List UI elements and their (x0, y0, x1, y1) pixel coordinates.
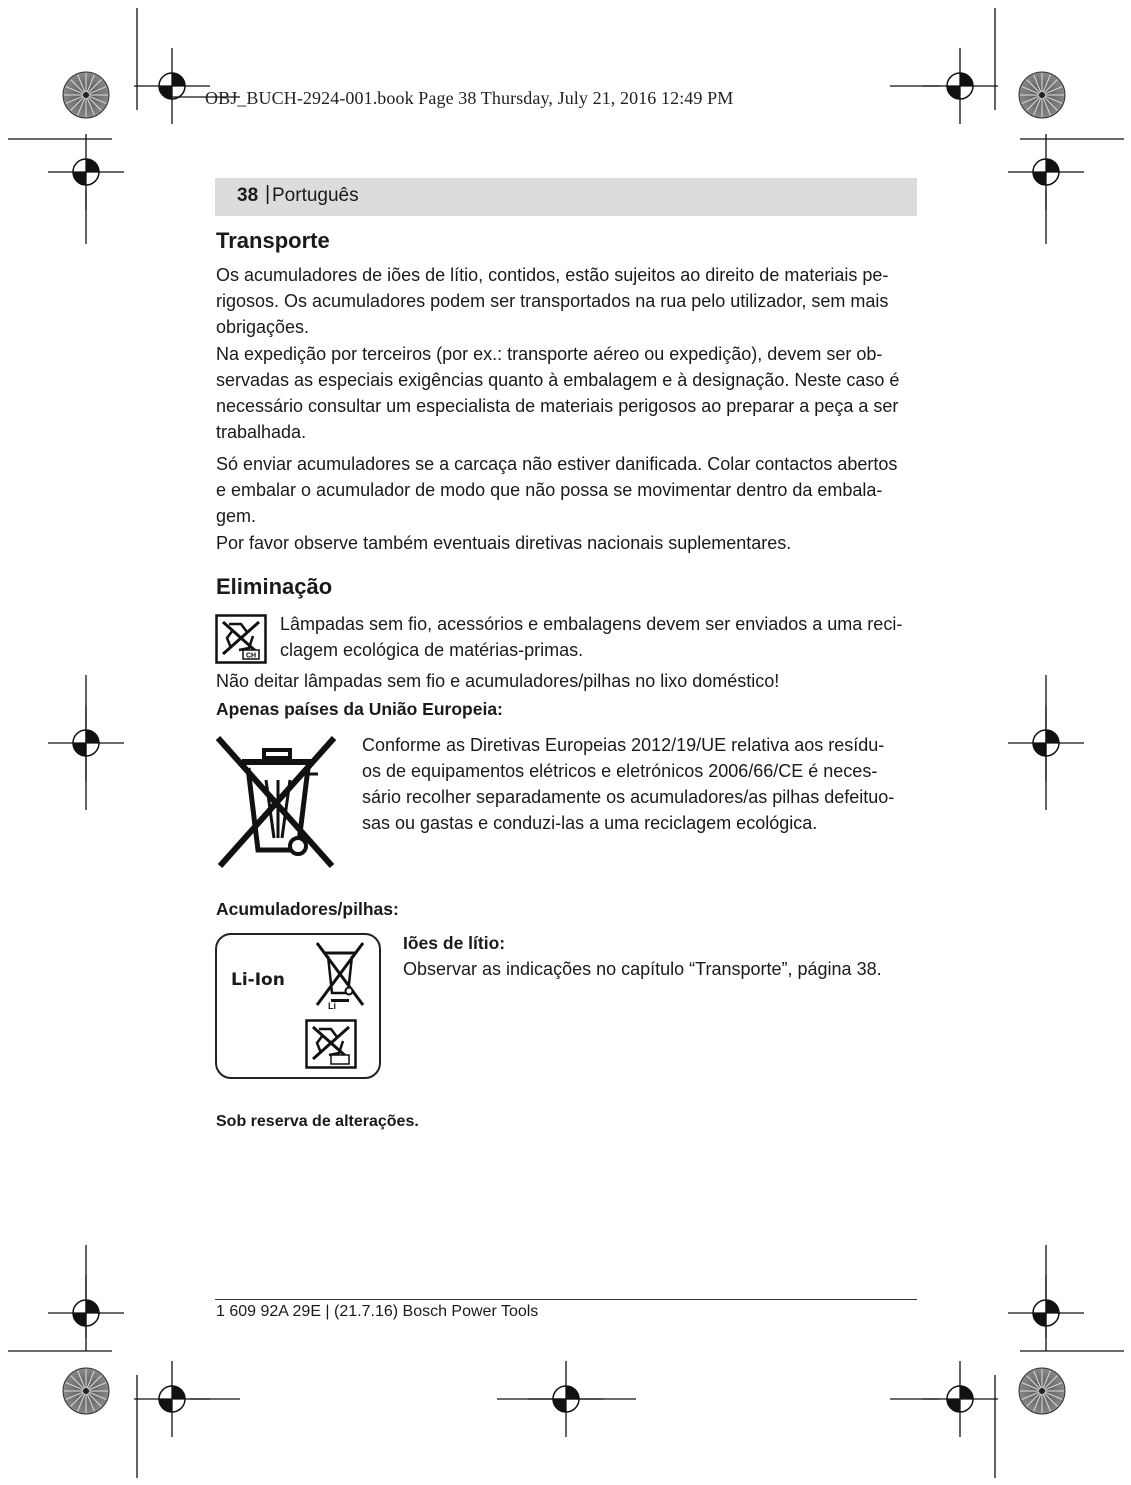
paragraph-recycling (280, 611, 920, 663)
section-heading-transporte: Transporte (216, 228, 330, 253)
text-line: Só enviar acumuladores se a carcaça não estiver danificada. Colar contactos abertos (216, 454, 898, 474)
header-separator: | (265, 183, 271, 205)
text-line: sário recolher separadamente os acumuladores/as pilhas defeituo- (362, 787, 895, 807)
text-line: Lâmpadas sem fio, acessórios e embalagens devem ser enviados a uma reci- (280, 614, 903, 634)
text-line: Os acumuladores de iões de lítio, contidos, estão sujeitos ao direito de materiais pe- (216, 265, 889, 285)
weee-bin-icon (214, 734, 338, 870)
text-line: clagem ecológica de matérias-primas. (280, 640, 584, 660)
text-line: rigosos. Os acumuladores podem ser transportados na rua pelo utilizador, sem mais (216, 291, 889, 311)
li-ion-battery-icon (215, 933, 381, 1079)
text-line: obrigações. (216, 317, 310, 337)
text-line: servadas as especiais exigências quanto à embalagem e à designação. Neste caso é (216, 370, 900, 390)
footer: 1 609 92A 29E | (21.7.16) Bosch Power Tools (216, 1303, 539, 1320)
li-ion-label: Li-Ion (231, 970, 285, 990)
text-line: Conforme as Diretivas Europeias 2012/19/UE relativa aos resídu- (362, 735, 885, 755)
footer-rule (215, 1299, 917, 1300)
page-number: 38 (237, 185, 259, 206)
eu-heading: Apenas países da União Europeia: (216, 699, 503, 719)
recycle-small-icon (305, 1019, 357, 1069)
batteries-heading: Acumuladores/pilhas: (216, 899, 399, 919)
paragraph-transporte-1 (216, 262, 916, 340)
text-line: Não deitar lâmpadas sem fio e acumuladores/pilhas no lixo doméstico! (216, 671, 780, 691)
reserve-note: Sob reserva de alterações. (216, 1113, 419, 1130)
text-line: trabalhada. (216, 422, 307, 442)
text-line: Na expedição por terceiros (por ex.: transporte aéreo ou expedição), devem ser ob- (216, 344, 883, 364)
recycle-icon (215, 614, 267, 664)
crossed-bin-small-icon (313, 939, 367, 1011)
text-line: gem. (216, 506, 257, 526)
text-line: os de equipamentos elétricos e eletrónicos 2006/66/CE é neces- (362, 761, 878, 781)
paragraph-transporte-4 (216, 530, 916, 556)
text-line: e embalar o acumulador de modo que não possa se movimentar dentro da embala- (216, 480, 883, 500)
text-line: necessário consultar um especialista de materiais perigosos ao preparar a peça a ser (216, 396, 899, 416)
text-line: Observar as indicações no capítulo “Transporte”, página 38. (403, 959, 882, 979)
paragraph-eu-directives (362, 732, 922, 836)
li-ion-heading: Iões de lítio: (403, 933, 506, 953)
paragraph-no-household-waste (216, 668, 916, 694)
section-heading-eliminacao: Eliminação (216, 574, 333, 599)
paragraph-li-ion (403, 956, 923, 982)
running-header (215, 178, 917, 216)
svg-text:CH: CH (245, 652, 257, 660)
li-mark: Li (328, 1001, 336, 1011)
header-language: Português (272, 185, 359, 206)
text-line: sas ou gastas e conduzi-las a uma reciclagem ecológica. (362, 813, 818, 833)
text-line: Por favor observe também eventuais diretivas nacionais suplementares. (216, 533, 792, 553)
paragraph-transporte-2 (216, 341, 916, 445)
print-header: OBJ_BUCH-2924-001.book Page 38 Thursday, July 21, 2016 12:49 PM (205, 88, 734, 108)
paragraph-transporte-3 (216, 451, 916, 529)
